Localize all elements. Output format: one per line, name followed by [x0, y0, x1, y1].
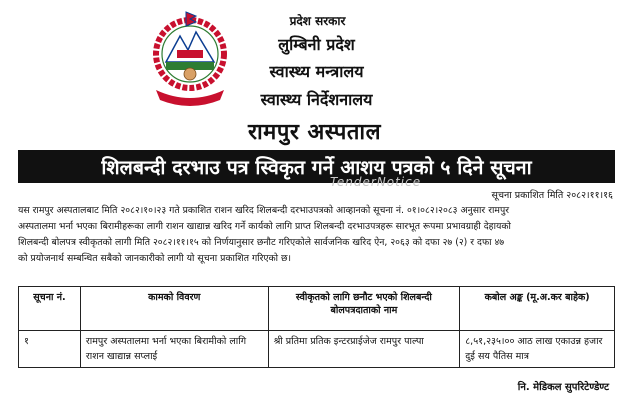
- cell-bidder-name: श्री प्रतिमा प्रतिक इन्टरप्राईजेज रामपुर पाल्पा: [268, 331, 460, 368]
- ministry-line: स्वास्थ्य मन्त्रालय: [269, 62, 364, 81]
- header-bidder-name: स्वीकृतको लागि छनौट भएको शिलबन्दी बोलपत्रदाताको नाम: [268, 287, 460, 331]
- table-header-row: [19, 287, 615, 331]
- watermark: TenderNotice: [330, 175, 422, 189]
- body-line: अस्पतालमा भर्ना भएका बिरामीहरूका लागी राशन खाद्यान्न खरिद गर्ने कार्यको लागि प्राप्त शिलबन्दी दरभाउपत्रहरू सारभूत रूपमा प्रभावग्राही देहायको: [18, 221, 511, 232]
- cell-notice-no: १: [19, 331, 81, 368]
- signatory: नि. मेडिकल सुपरिटेण्डेण्ट: [517, 382, 609, 393]
- cell-work-description: रामपुर अस्पतालमा भर्ना भएका बिरामीको लागि राशन खाद्यान्न सप्लाई: [80, 331, 268, 368]
- award-table: [18, 286, 615, 368]
- body-line: यस रामपुर अस्पतालबाट मिति २०८२।१०।२३ गते प्रकाशित राशन खरिद शिलबन्दी दरभाउपत्रको आव्हानको सूचना नं. ०१।०८२।२०८३ अनुसार रामपुर: [18, 205, 510, 216]
- publication-date: सूचना प्रकाशित मिति २०८२।११।१६: [491, 190, 613, 201]
- cell-quoted-amount: ८,५१,२३५।०० आठ लाख एकाउन्न हजार दुई सय पैतिस मात्र: [460, 331, 615, 368]
- notice-title-banner: शिलबन्दी दरभाउ पत्र स्विकृत गर्ने आशय पत्रको ५ दिने सूचना: [18, 150, 615, 183]
- header-quoted-amount: कबोल अङ्क (मू.अ.कर बाहेक): [460, 287, 615, 331]
- header-notice-no: सूचना नं.: [19, 287, 81, 331]
- notice-body: [18, 203, 615, 267]
- hospital-name: रामपुर अस्पताल: [247, 120, 382, 145]
- body-line: को प्रयोजनार्थ सम्बन्धित सबैको जानकारीको लागी यो सूचना प्रकाशित गरिएको छ।: [18, 253, 292, 264]
- gov-line: प्रदेश सरकार: [289, 14, 346, 28]
- header-work-description: कामको विवरण: [80, 287, 268, 331]
- body-line: शिलबन्दी बोलपत्र स्वीकृतको लागी मिति २०८२।११।१५ को निर्णयानुसार छनौट गरिएकोले सार्वजनिक खरिद ऐन, २०६३ को दफा २७ (२) र दफा ४७: [18, 237, 505, 248]
- table-row: [19, 331, 615, 368]
- province-line: लुम्बिनी प्रदेश: [278, 35, 355, 54]
- directorate-line: स्वास्थ्य निर्देशनालय: [260, 90, 373, 109]
